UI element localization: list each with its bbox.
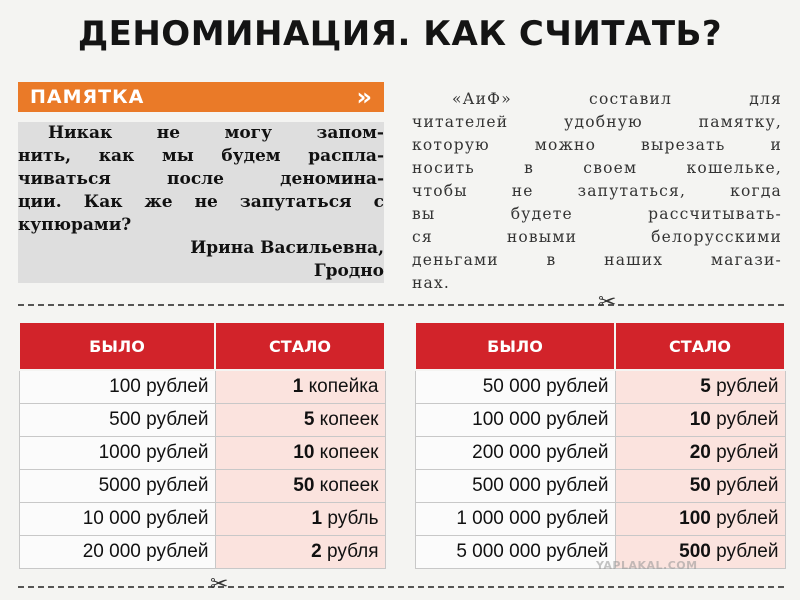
memo-label: ПАМЯТКА (30, 86, 145, 108)
header-now: СТАЛО (215, 323, 385, 370)
now-cell: 5 копеек (215, 404, 385, 437)
header-was: БЫЛО (415, 323, 615, 370)
now-cell: 2 рубля (215, 536, 385, 569)
question-line: купюрами? (18, 215, 132, 235)
note-line: носить в своем кошельке, (412, 159, 782, 177)
editorial-note (412, 88, 782, 295)
note-line: читателей удобную памятку, (412, 113, 782, 131)
table-row (415, 404, 785, 437)
was-cell: 500 рублей (19, 404, 215, 437)
now-cell: 10 копеек (215, 437, 385, 470)
conversion-table-right (414, 323, 786, 569)
header-was: БЫЛО (19, 323, 215, 370)
was-cell: 5000 рублей (19, 470, 215, 503)
reader-question (18, 122, 384, 283)
was-cell: 10 000 рублей (19, 503, 215, 536)
was-cell: 5 000 000 рублей (415, 536, 615, 569)
now-cell: 1 копейка (215, 370, 385, 404)
was-cell: 50 000 рублей (415, 370, 615, 404)
table-row (415, 470, 785, 503)
was-cell: 20 000 рублей (19, 536, 215, 569)
question-city: Гродно (313, 261, 384, 281)
watermark: YAPLAKAL.COM (596, 559, 698, 572)
now-cell: 500 рублей (615, 536, 785, 569)
question-author: Ирина Васильевна, (190, 238, 384, 258)
table-row (19, 470, 385, 503)
was-cell: 1000 рублей (19, 437, 215, 470)
note-line: чтобы не запутаться, когда (412, 182, 782, 200)
note-line: деньгами в наших магази- (412, 251, 782, 269)
now-cell: 100 рублей (615, 503, 785, 536)
now-cell: 50 копеек (215, 470, 385, 503)
table-row (19, 404, 385, 437)
note-line: ся новыми белорусскими (412, 228, 782, 246)
note-line: вы будете рассчитывать- (412, 205, 782, 223)
table-row (19, 536, 385, 569)
was-cell: 200 000 рублей (415, 437, 615, 470)
scissors-icon: ✂ (598, 290, 617, 315)
table-row (415, 370, 785, 404)
was-cell: 500 000 рублей (415, 470, 615, 503)
question-line: ции. Как же не запутаться с (18, 192, 384, 212)
table-row (415, 437, 785, 470)
memo-banner (18, 82, 384, 112)
scissors-icon: ✂ (210, 572, 229, 597)
note-line: «АиФ» составил для (452, 90, 782, 108)
now-cell: 20 рублей (615, 437, 785, 470)
now-cell: 10 рублей (615, 404, 785, 437)
table-row (19, 370, 385, 404)
cut-line-top (18, 304, 784, 306)
was-cell: 100 рублей (19, 370, 215, 404)
table-row (19, 437, 385, 470)
table-row (19, 503, 385, 536)
question-line: Никак не могу запом- (48, 123, 384, 143)
note-line: которую можно вырезать и (412, 136, 782, 154)
conversion-table-left (18, 323, 386, 569)
now-cell: 1 рубль (215, 503, 385, 536)
header-now: СТАЛО (615, 323, 785, 370)
question-line: нить, как мы будем распла- (18, 146, 384, 166)
now-cell: 5 рублей (615, 370, 785, 404)
double-chevron-icon: » (356, 83, 372, 111)
note-line: нах. (412, 274, 451, 292)
page-headline: ДЕНОМИНАЦИЯ. КАК СЧИТАТЬ? (77, 14, 723, 54)
was-cell: 100 000 рублей (415, 404, 615, 437)
table-row (415, 503, 785, 536)
now-cell: 50 рублей (615, 470, 785, 503)
question-line: чиваться после деномина- (18, 169, 384, 189)
cut-line-bottom (18, 586, 784, 588)
was-cell: 1 000 000 рублей (415, 503, 615, 536)
